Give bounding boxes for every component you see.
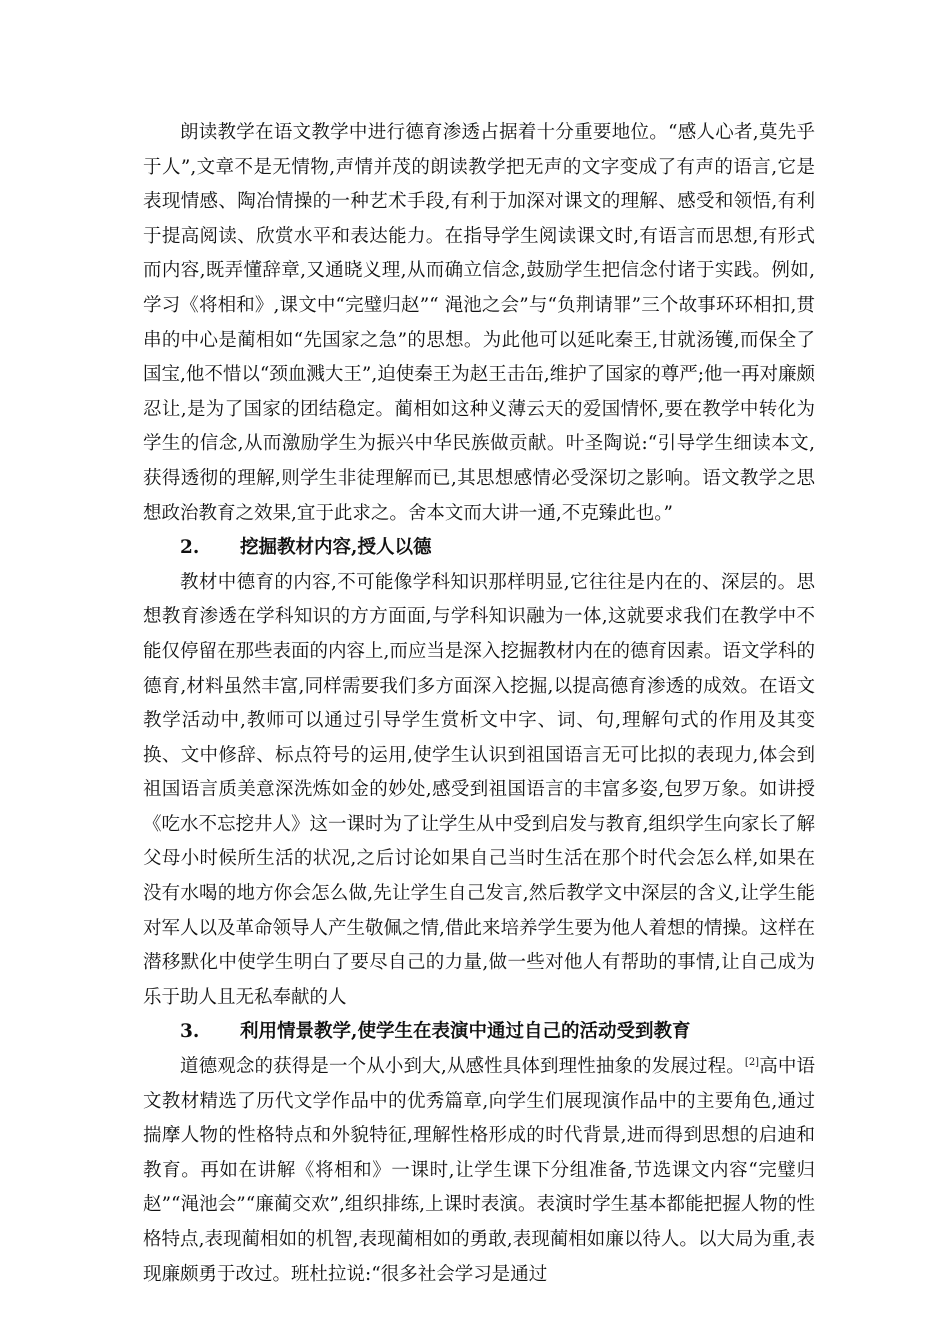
- paragraph-situational-teaching: [143, 1050, 815, 1292]
- section-heading-2: [143, 531, 815, 566]
- paragraph-text: 高中语文教材精选了历代文学作品中的优秀篇章,向学生们展现演作品中的主要角色,通过揣摩人物的性格特点和外貌特征,理解性格形成的时代背景,进而得到思想的启迪和教育。再如在讲解《将相和》一课时,让学生课下分组准备,节选课文内容“完璧归赵”“渑池会”“廉蔺交欢”,组织排练,上课时表演。表演时学生基本都能把握人物的性格特点,表现蔺相如的机智,表现蔺相如的勇敢,表现蔺相如廉以待人。以大局为重,表现廉颇勇于改过。班杜拉说:“很多社会学习是通过: [143, 1056, 815, 1285]
- section-heading-3: [143, 1015, 815, 1050]
- document-body: [143, 116, 815, 1292]
- section-number: 2.: [180, 537, 200, 559]
- paragraph-reading-teaching: 朗读教学在语文教学中进行德育渗透占据着十分重要地位。“感人心者,莫先乎于人”,文章不是无情物,声情并茂的朗读教学把无声的文字变成了有声的语言,它是表现情感、陶冶情操的一种艺术手段,有利于加深对课文的理解、感受和领悟,有利于提高阅读、欣赏水平和表达能力。在指导学生阅读课文时,有语言而思想,有形式而内容,既弄懂辞章,又通晓义理,从而确立信念,鼓励学生把信念付诸于实践。例如,学习《将相和》,课文中“完璧归赵”“ 渑池之会”与“负荆请罪”三个故事环环相扣,贯串的中心是蔺相如“先国家之急”的思想。为此他可以延叱秦王,甘就汤镬,而保全了国宝,他不惜以“颈血溅大王”,迫使秦王为赵王击缶,维护了国家的尊严;他一再对廉颇忍让,是为了国家的团结稳定。蔺相如这种义薄云天的爱国情怀,要在教学中转化为学生的信念,从而激励学生为振兴中华民族做贡献。叶圣陶说:“引导学生细读本文,获得透彻的理解,则学生非徒理解而已,其思想感情必受深切之影响。语文教学之思想政治教育之效果,宜于此求之。舍本文而大讲一通,不克臻此也。”: [143, 122, 815, 524]
- section-title: 利用情景教学,使学生在表演中通过自己的活动受到教育: [240, 1021, 691, 1043]
- citation-marker: [2]: [744, 1056, 760, 1068]
- section-title: 挖掘教材内容,授人以德: [240, 537, 432, 559]
- paragraph-textbook-content: 教材中德育的内容,不可能像学科知识那样明显,它往往是内在的、深层的。思想教育渗透在学科知识的方方面面,与学科知识融为一体,这就要求我们在教学中不能仅停留在那些表面的内容上,而应当是深入挖掘教材内在的德育因素。语文学科的德育,材料虽然丰富,同样需要我们多方面深入挖掘,以提高德育渗透的成效。在语文教学活动中,教师可以通过引导学生赏析文中字、词、句,理解句式的作用及其变换、文中修辞、标点符号的运用,使学生认识到祖国语言无可比拟的表现力,体会到祖国语言质美意深洗炼如金的妙处,感受到祖国语言的丰富多姿,包罗万象。如讲授《吃水不忘挖井人》这一课时为了让学生从中受到启发与教育,组织学生向家长了解父母小时候所生活的状况,之后讨论如果自己当时生活在那个时代会怎么样,如果在没有水喝的地方你会怎么做,先让学生自己发言,然后教学文中深层的含义,让学生能对军人以及革命领导人产生敬佩之情,借此来培养学生要为他人着想的情操。这样在潜移默化中使学生明白了要尽自己的力量,做一些对他人有帮助的事情,让自己成为乐于助人且无私奉献的人: [143, 571, 815, 1008]
- section-number: 3.: [180, 1021, 200, 1043]
- paragraph-text: 道德观念的获得是一个从小到大,从感性具体到理性抽象的发展过程。: [180, 1056, 745, 1078]
